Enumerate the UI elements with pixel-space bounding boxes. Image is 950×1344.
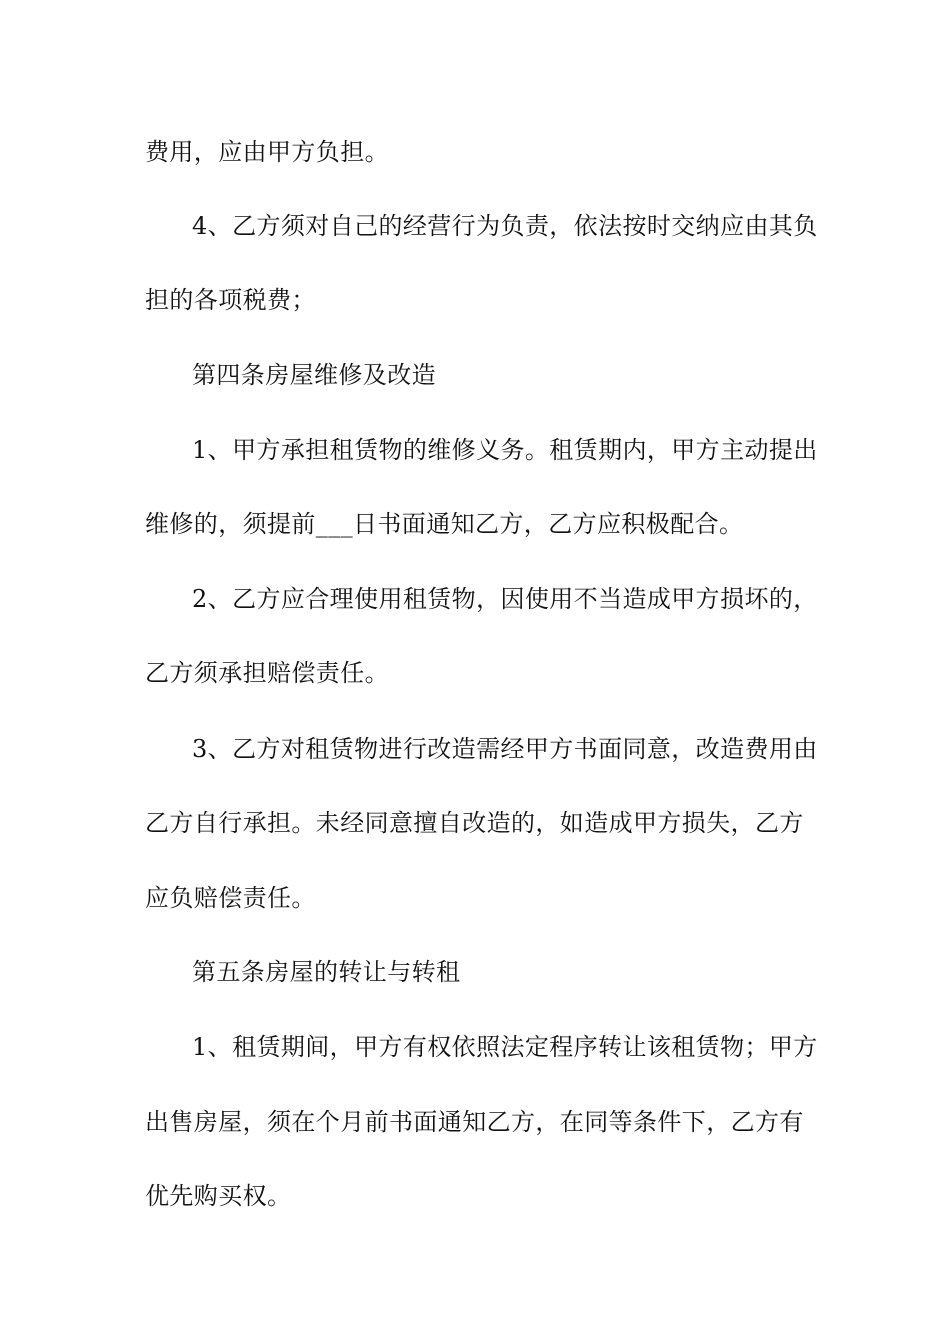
paragraph-line: 1、租赁期间，甲方有权依照法定程序转让该租赁物；甲方	[192, 1033, 818, 1061]
text-line: 乙方须承担赔偿责任。	[145, 659, 389, 687]
text-line: 担的各项税费；	[145, 286, 316, 314]
paragraph-line: 3、乙方对租赁物进行改造需经甲方书面同意，改造费用由	[192, 735, 818, 763]
text-line: 乙方自行承担。未经同意擅自改造的，如造成甲方损失，乙方	[145, 809, 804, 837]
text-line: 维修的，须提前___日书面通知乙方，乙方应积极配合。	[145, 510, 744, 538]
text-line: 应负赔偿责任。	[145, 884, 316, 912]
section-heading: 第四条房屋维修及改造	[192, 361, 436, 389]
text-line: 优先购买权。	[145, 1182, 292, 1210]
paragraph-line: 1、甲方承担租赁物的维修义务。租赁期内，甲方主动提出	[192, 436, 818, 464]
text-line: 费用，应由甲方负担。	[145, 138, 389, 166]
text-line: 出售房屋，须在个月前书面通知乙方，在同等条件下，乙方有	[145, 1108, 804, 1136]
section-heading: 第五条房屋的转让与转租	[192, 958, 461, 986]
paragraph-line: 2、乙方应合理使用租赁物，因使用不当造成甲方损坏的，	[192, 585, 818, 613]
paragraph-line: 4、乙方须对自己的经营行为负责，依法按时交纳应由其负	[192, 212, 818, 240]
